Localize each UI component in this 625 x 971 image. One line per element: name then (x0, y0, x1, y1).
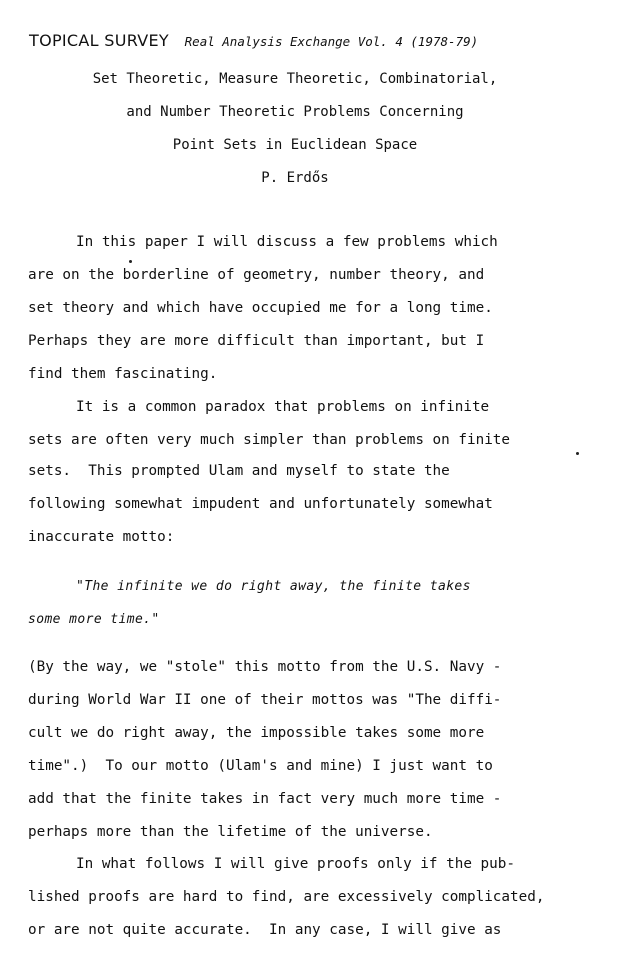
author-name: P. Erdős (261, 170, 329, 186)
journal-citation: Real Analysis Exchange Vol. 4 (1978-79) (184, 34, 479, 49)
scan-speck (576, 452, 579, 455)
scan-speck (129, 260, 132, 263)
paragraph-4-line: or are not quite accurate. In any case, I will give as (28, 922, 502, 938)
paragraph-2-line: sets are often very much simpler than problems on finite (28, 432, 511, 448)
paragraph-3-line: add that the finite takes in fact very much more time - (28, 791, 502, 807)
motto-quote-line: "The infinite we do right away, the finite takes (76, 579, 471, 594)
paragraph-3-line: during World War II one of their mottos was "The diffi- (28, 692, 502, 708)
title-line-2: and Number Theoretic Problems Concerning (126, 104, 464, 120)
paragraph-1-line: are on the borderline of geometry, number theory, and (28, 267, 485, 283)
paragraph-4-line: lished proofs are hard to find, are excessively complicated, (28, 889, 545, 905)
paragraph-3-line: perhaps more than the lifetime of the universe. (28, 824, 433, 840)
paragraph-3-line: (By the way, we "stole" this motto from the U.S. Navy - (28, 659, 502, 675)
paragraph-1-line: In this paper I will discuss a few problems which (76, 234, 498, 250)
paragraph-2-line: sets. This prompted Ulam and myself to state the (28, 463, 450, 479)
survey-label: TOPICAL SURVEY (29, 31, 169, 50)
paragraph-4-line: In what follows I will give proofs only if the pub- (76, 856, 515, 872)
title-line-1: Set Theoretic, Measure Theoretic, Combinatorial, (92, 71, 498, 87)
paragraph-1-line: set theory and which have occupied me for a long time. (28, 300, 493, 316)
paragraph-3-line: cult we do right away, the impossible takes some more (28, 725, 485, 741)
title-line-3: Point Sets in Euclidean Space (172, 137, 418, 153)
paragraph-1-line: Perhaps they are more difficult than important, but I (28, 333, 485, 349)
motto-quote-line: some more time." (28, 612, 160, 627)
paragraph-3-line: time".) To our motto (Ulam's and mine) I just want to (28, 758, 493, 774)
paragraph-2-line: inaccurate motto: (28, 529, 175, 545)
paragraph-1-line: find them fascinating. (28, 366, 218, 382)
paragraph-2-line: following somewhat impudent and unfortunately somewhat (28, 496, 493, 512)
paragraph-2-line: It is a common paradox that problems on infinite (76, 399, 490, 415)
running-header (29, 31, 478, 50)
